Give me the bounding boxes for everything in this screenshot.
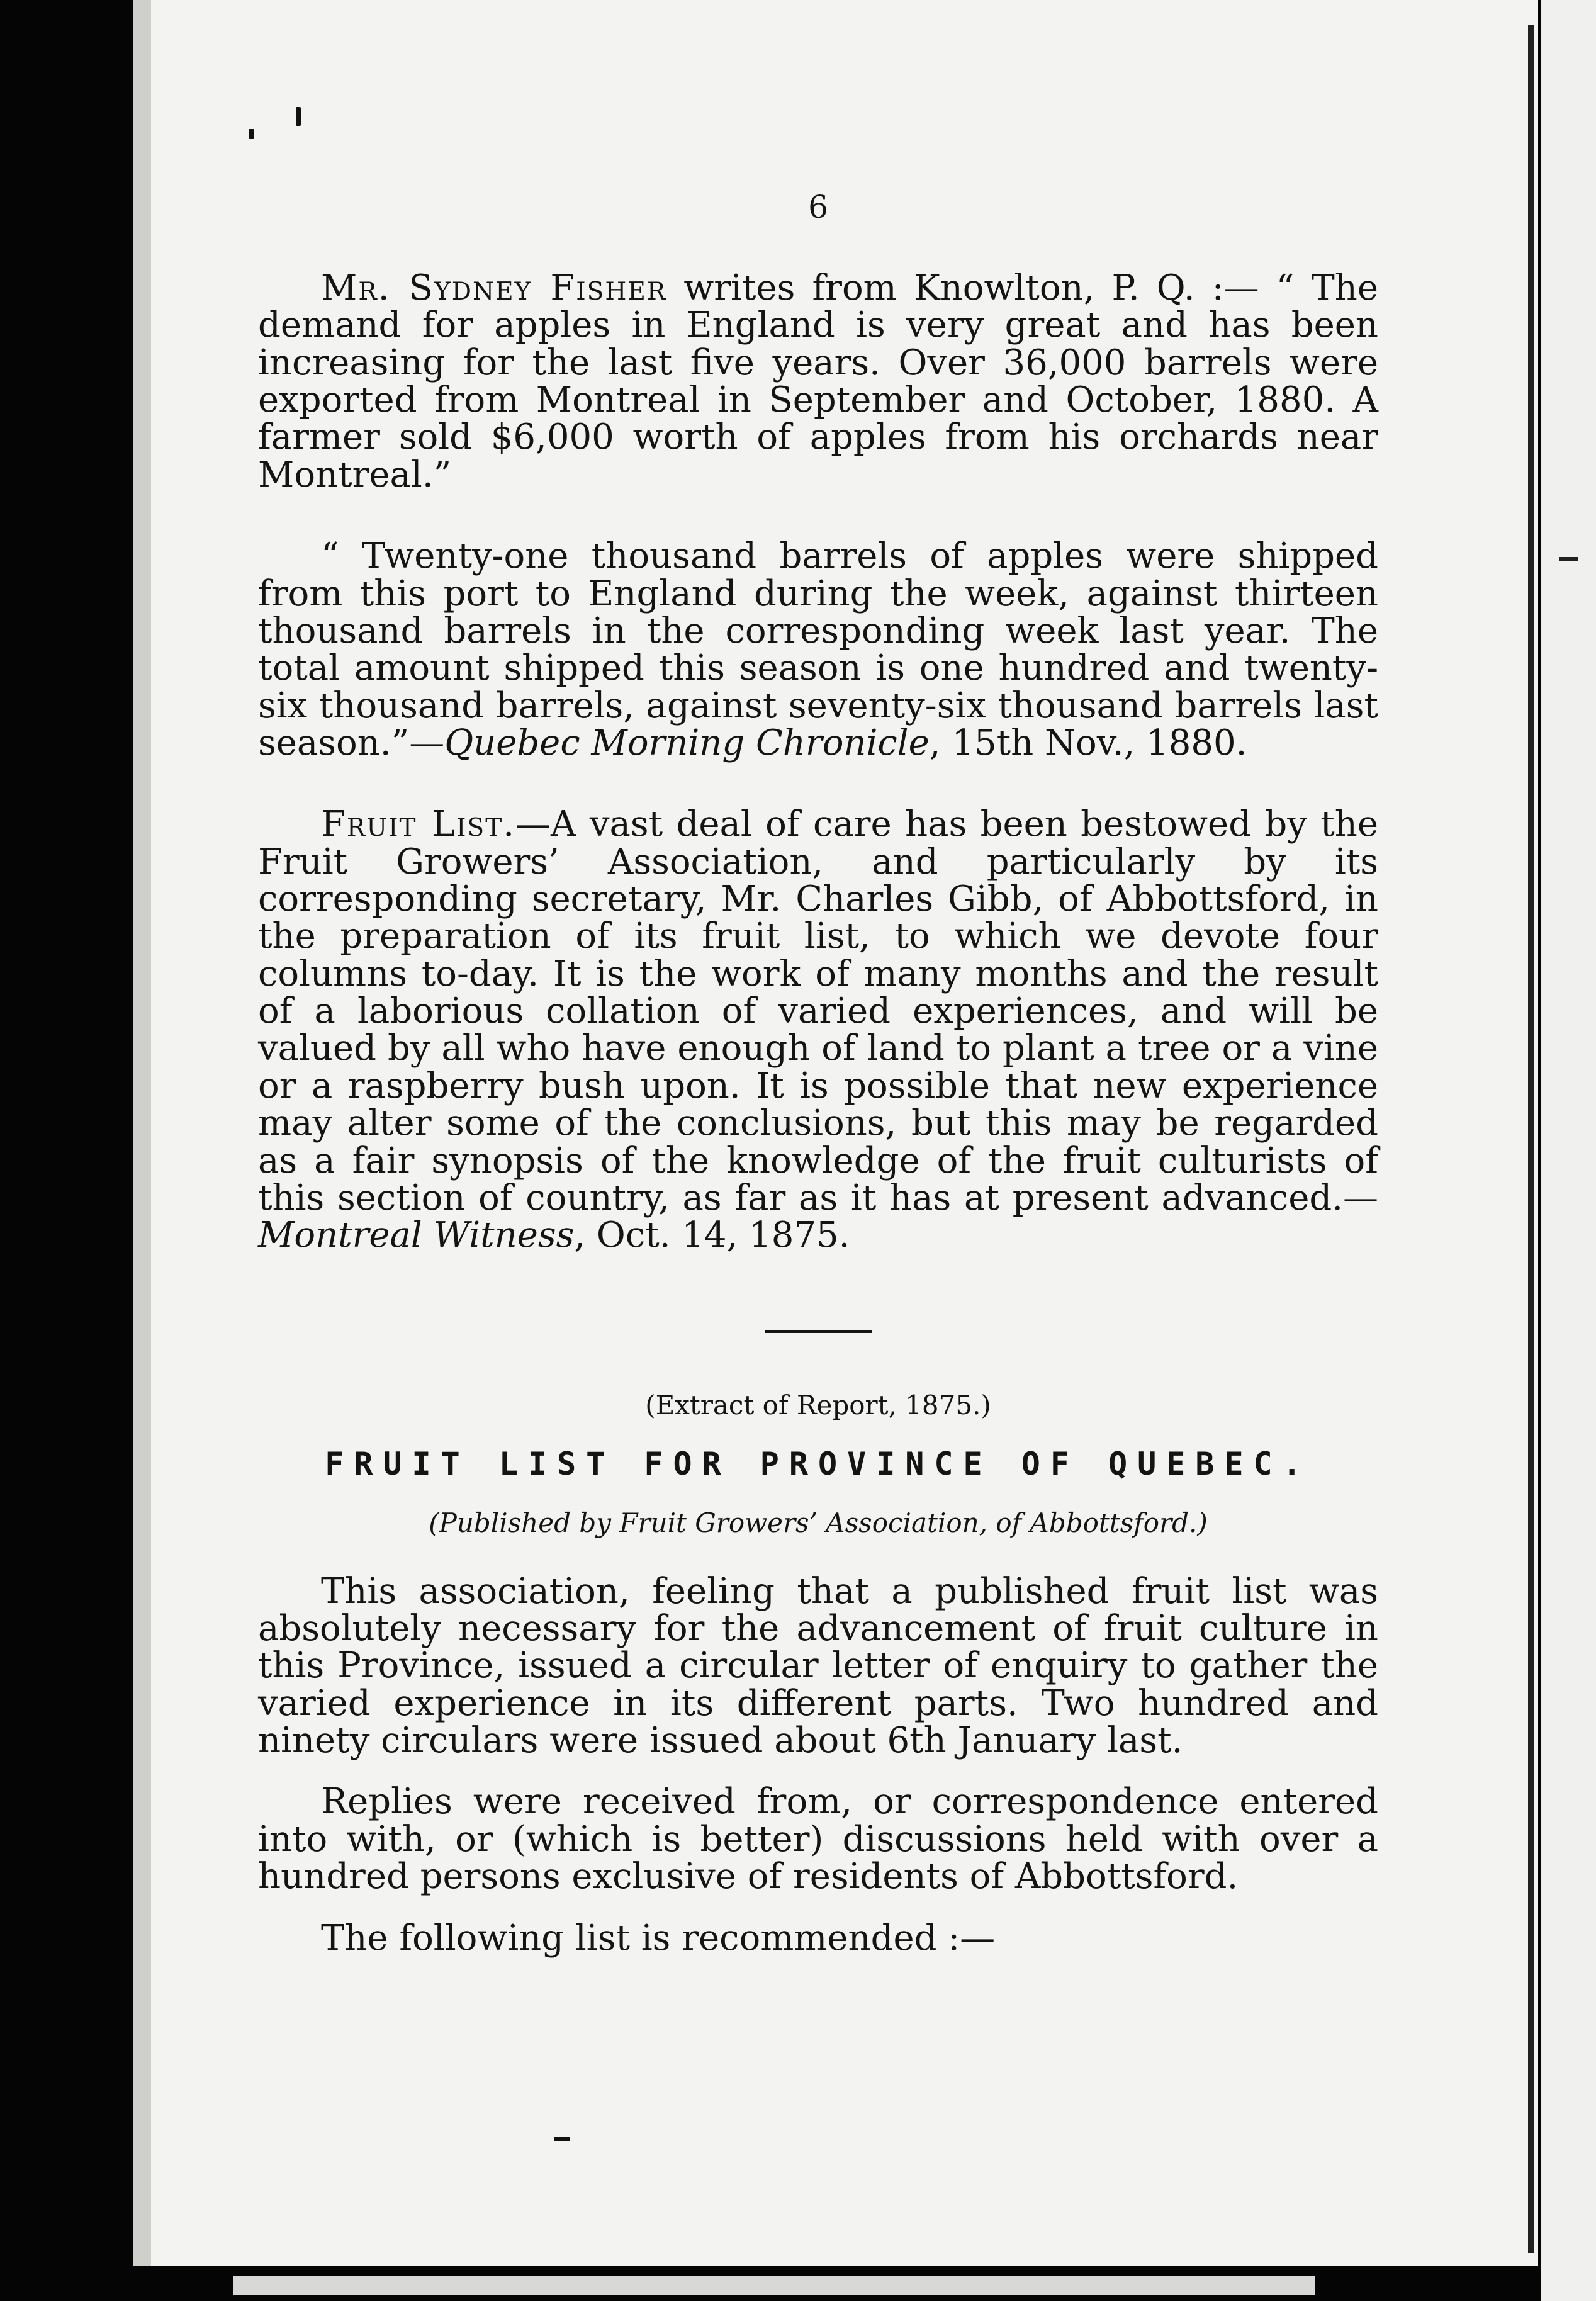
source-name: Montreal Witness [258, 1215, 575, 1256]
page-number: 6 [808, 189, 828, 225]
margin-mark [1559, 557, 1578, 561]
page-content [258, 189, 1378, 1957]
paragraph-text: —A vast deal of care has been bestowed by the Fruit Growers’ Association, and particularly by its corresponding secretary, Mr. Charles Gibb, of Abbottsford, in the preparation of its fruit list, to which we devote four columns to-day. It is the work of many months and the result of a laborious collation of varied experiences, and will be valued by all who have enough of land to plant a tree or a vine or a raspberry bush upon. It is possible that new experience may alter some of the conclusions, but this may be regarded as a fair synopsis of the knowledge of the fruit culturists of this section of country, as far as it has at present advanced.— [258, 804, 1378, 1218]
paragraph-fisher [258, 269, 1378, 493]
source-date: , Oct. 14, 1875. [574, 1215, 850, 1256]
right-margin-rule [1528, 25, 1534, 2253]
author-name: Mr. Sydney Fisher [321, 267, 667, 308]
scan-speck [554, 2137, 570, 2141]
paragraph-heading: Fruit List. [321, 804, 516, 845]
extract-note: (Extract of Report, 1875.) [645, 1389, 991, 1421]
body-paragraph: Replies were received from, or correspondence entered into with, or (which is better) discussions held with over a hundred persons exclusive of residents of Abbottsford. [258, 1781, 1378, 1898]
body-paragraph: The following list is recommended :— [321, 1917, 996, 1959]
body-paragraph: This association, feeling that a published fruit list was absolutely necessary for the advancement of fruit culture in this Province, issued a circular letter of enquiry to gather the varied experience in its different parts. Two hundred and ninety circulars were issued about 6th January last. [258, 1570, 1378, 1762]
source-name: Quebec Morning Chronicle [444, 722, 930, 763]
paragraph-text: writes from Knowlton, P. Q. :— “ The demand for apples in England is very great and has been increasing for the last five years. Over 36,000 barrels were exported from Montreal in September and October, 1880. A farmer sold $6,000 worth of apples from his orchards near Montreal.” [258, 267, 1378, 495]
section-subtitle: (Published by Fruit Growers’ Association, of Abbottsford.) [429, 1507, 1208, 1538]
page-gutter [133, 0, 151, 2266]
paragraph-text: “ Twenty-one thousand barrels of apples were shipped from this port to England during the week, against thirteen thousand barrels in the corresponding week last year. The total amount shipped this season is one hundred and twenty-six thousand barrels, against seventy-six thousand barrels last season.”— [258, 536, 1378, 763]
source-date: , 15th Nov., 1880. [929, 722, 1247, 763]
adjacent-page-edge [1541, 0, 1596, 2301]
section-title: FRUIT LIST FOR PROVINCE OF QUEBEC. [325, 1445, 1312, 1482]
page-bottom-edge [233, 2276, 1315, 2295]
scan-speck [296, 107, 301, 126]
scan-speck [249, 129, 254, 139]
paragraph-chronicle [258, 537, 1378, 762]
paragraph-fruit-list [258, 806, 1378, 1254]
section-divider [765, 1330, 872, 1333]
